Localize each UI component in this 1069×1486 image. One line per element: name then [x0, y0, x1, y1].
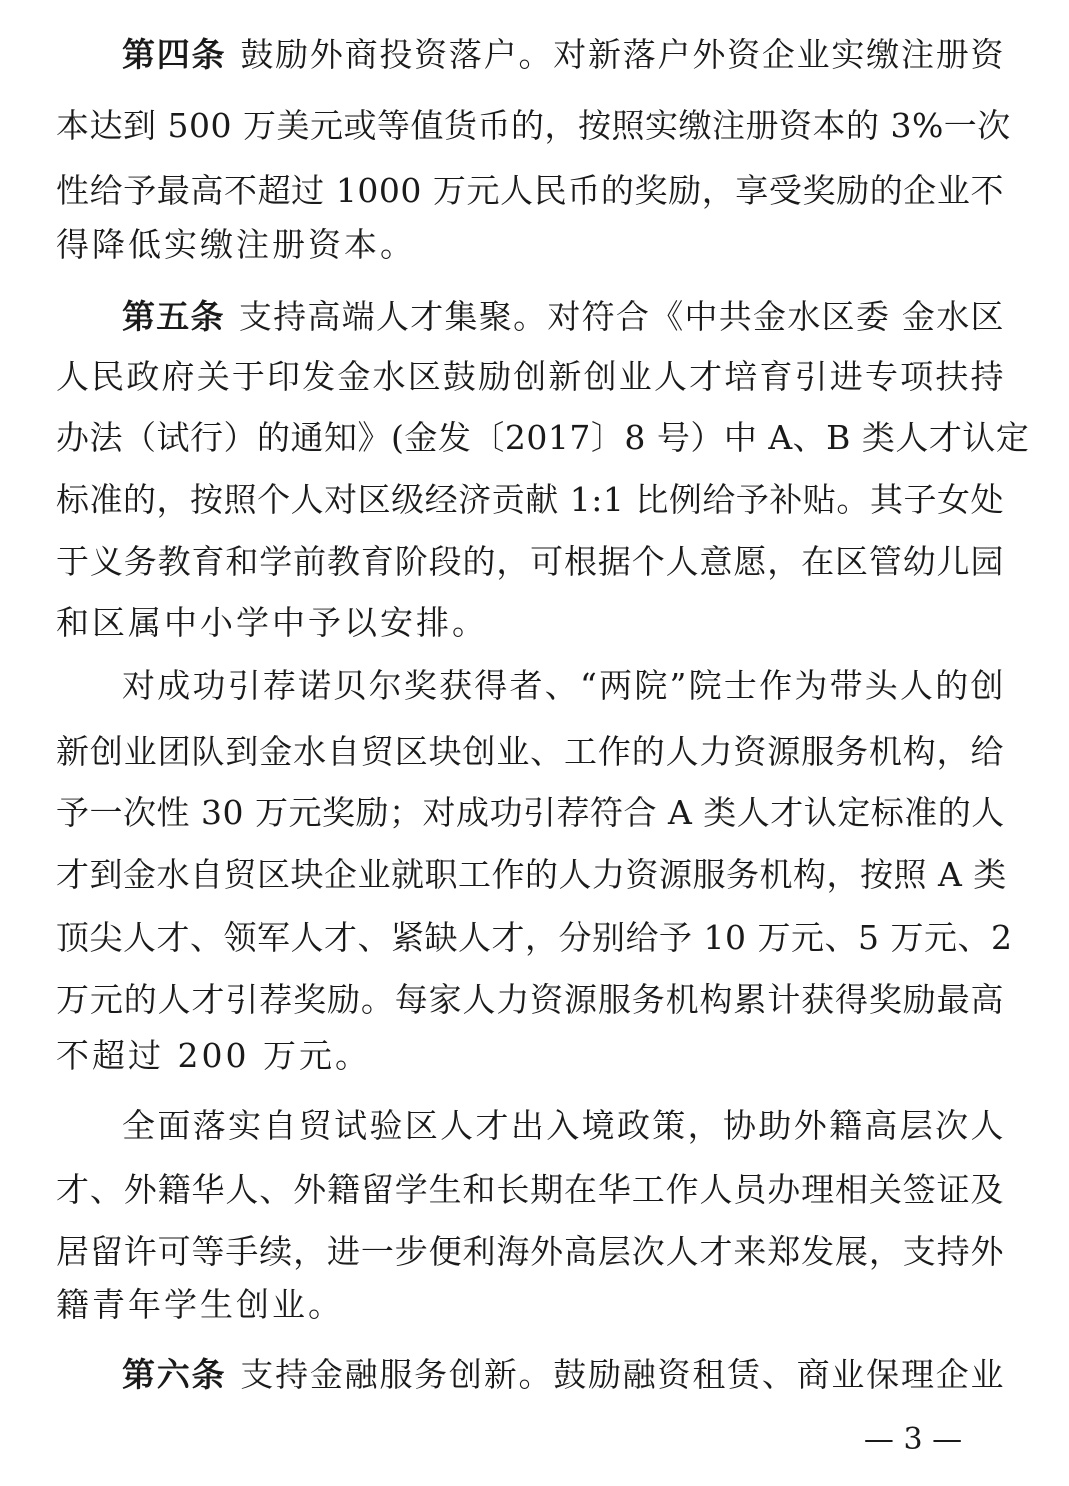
article5-line-1 [122, 287, 1004, 347]
article4-line-1 [122, 25, 1004, 85]
article5-line-6: 和区属中小学中予以安排。 [56, 603, 488, 642]
paragraph3-line-1: 全面落实自贸试验区人才出入境政策，协助外籍高层次人 [122, 1106, 1004, 1145]
article5-text: 支持高端人才集聚。对符合《中共金水区委 金水区 [238, 297, 1004, 336]
paragraph2-line-7: 不超过 200 万元。 [56, 1036, 371, 1075]
article5-heading: 第五条 [122, 297, 225, 336]
article6-text: 支持金融服务创新。鼓励融资租赁、商业保理企业 [240, 1355, 1004, 1394]
paragraph2-line-4: 才到金水自贸区块企业就职工作的人力资源服务机构，按照 A 类 [56, 855, 1007, 894]
article5-line-3: 办法（试行）的通知》(金发〔2017〕8 号）中 A、B 类人才认定 [56, 418, 1030, 457]
article4-line-2: 本达到 500 万美元或等值货币的，按照实缴注册资本的 3%一次 [56, 106, 1011, 145]
paragraph2-line-5: 顶尖人才、领军人才、紧缺人才，分别给予 10 万元、5 万元、2 [56, 918, 1013, 957]
page-number: — 3 — [863, 1422, 963, 1457]
article4-line-4: 得降低实缴注册资本。 [56, 225, 416, 264]
article5-line-5: 于义务教育和学前教育阶段的，可根据个人意愿，在区管幼儿园 [56, 542, 1004, 581]
article5-line-2: 人民政府关于印发金水区鼓励创新创业人才培育引进专项扶持 [56, 357, 1004, 396]
paragraph2-line-3: 予一次性 30 万元奖励；对成功引荐符合 A 类人才认定标准的人 [56, 793, 1005, 832]
article4-line-3: 性给予最高不超过 1000 万元人民币的奖励，享受奖励的企业不 [56, 171, 1004, 210]
article5-line-4: 标准的，按照个人对区级经济贡献 1:1 比例给予补贴。其子女处 [56, 480, 1004, 519]
article4-heading: 第四条 [122, 35, 227, 74]
paragraph3-line-3: 居留许可等手续，进一步便利海外高层次人才来郑发展，支持外 [56, 1232, 1004, 1271]
paragraph2-line-6: 万元的人才引荐奖励。每家人力资源服务机构累计获得奖励最高 [56, 980, 1004, 1019]
article6-line-1 [122, 1345, 1004, 1405]
paragraph2-line-2: 新创业团队到金水自贸区块创业、工作的人力资源服务机构，给 [56, 732, 1004, 771]
paragraph3-line-4: 籍青年学生创业。 [56, 1285, 344, 1324]
article6-heading: 第六条 [122, 1355, 227, 1394]
article4-text: 鼓励外商投资落户。对新落户外资企业实缴注册资 [240, 35, 1004, 74]
paragraph2-line-1: 对成功引荐诺贝尔奖获得者、“两院”院士作为带头人的创 [122, 666, 1004, 705]
paragraph3-line-2: 才、外籍华人、外籍留学生和长期在华工作人员办理相关签证及 [56, 1170, 1004, 1209]
